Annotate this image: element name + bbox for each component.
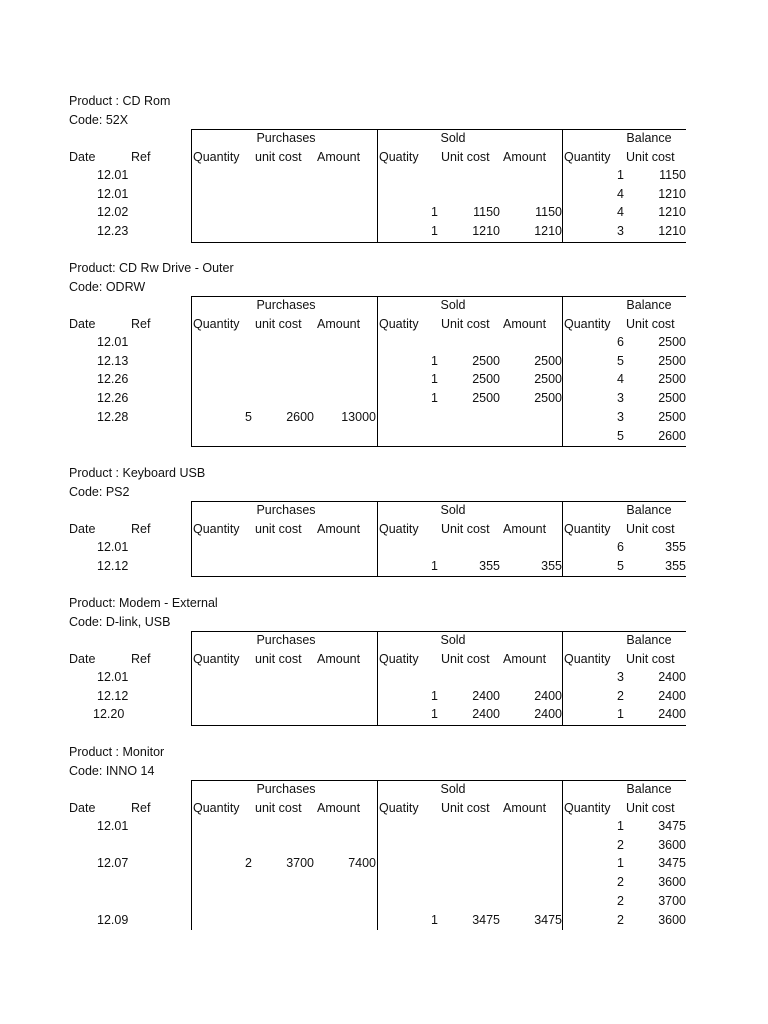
header-s_unit: Unit cost [441, 521, 490, 536]
table-row [0, 222, 768, 241]
cell-date: 12.01 [97, 186, 129, 201]
product-code: Code: PS2 [69, 484, 130, 499]
table-bottom-rule [191, 242, 686, 243]
cell-b_qty: 6 [617, 335, 624, 349]
header-b_qty: Quantity [564, 800, 611, 815]
header-balance: Balance [626, 298, 672, 312]
table-row [0, 668, 768, 687]
cell-date: 12.01 [97, 819, 129, 833]
header-balance: Balance [626, 503, 672, 517]
header-s_qty: Quatity [379, 316, 419, 331]
header-ref: Ref [131, 800, 151, 815]
cell-date: 12.01 [97, 540, 129, 554]
header-balance: Balance [626, 633, 672, 647]
table-bottom-rule [191, 576, 686, 577]
header-sold: Sold [440, 298, 466, 312]
cell-date: 12.07 [97, 856, 129, 871]
product-title: Product : Monitor [69, 745, 165, 759]
cell-s_qty: 1 [431, 353, 438, 368]
cell-b_unit: 1150 [659, 168, 686, 182]
header-b_qty: Quantity [564, 316, 611, 331]
header-purchases: Purchases [256, 782, 316, 796]
cell-b_unit: 355 [665, 558, 686, 573]
cell-b_unit: 3475 [658, 819, 686, 833]
header-s_amt: Amount [503, 316, 547, 331]
header-purchases: Purchases [256, 298, 316, 312]
header-ref: Ref [131, 651, 151, 666]
cell-b_unit: 2500 [658, 335, 686, 349]
cell-b_qty: 3 [617, 391, 624, 406]
cell-b_qty: 2 [617, 893, 624, 908]
cell-b_unit: 3600 [658, 837, 686, 852]
header-b_unit: Unit cost [626, 316, 675, 331]
cell-s_amt: 2400 [534, 688, 562, 703]
cell-date: 12.23 [97, 224, 129, 239]
cell-s_qty: 1 [431, 391, 438, 406]
table-row [0, 873, 768, 892]
cell-b_unit: 1210 [658, 186, 686, 201]
cell-s_unit: 355 [479, 558, 500, 573]
cell-s_amt: 2500 [534, 372, 562, 387]
table-row [0, 408, 768, 427]
header-s_unit: Unit cost [441, 800, 490, 815]
header-b_unit: Unit cost [626, 651, 675, 666]
header-p_amt: Amount [317, 521, 361, 536]
header-ref: Ref [131, 521, 151, 536]
header-p_qty: Quantity [193, 316, 240, 331]
table-row [0, 427, 768, 446]
header-balance: Balance [626, 782, 672, 796]
cell-s_qty: 1 [431, 912, 438, 927]
table-row [0, 389, 768, 408]
cell-s_qty: 1 [431, 558, 438, 573]
header-date: Date [69, 800, 96, 815]
table-row [0, 705, 768, 724]
table-bottom-rule [191, 446, 686, 447]
table-row [0, 538, 768, 557]
cell-date: 12.09 [97, 912, 129, 927]
header-ref: Ref [131, 149, 151, 164]
header-sold: Sold [440, 782, 466, 796]
header-purchases: Purchases [256, 503, 316, 517]
table-row [0, 854, 768, 873]
table-row [0, 166, 768, 185]
cell-s_amt: 2400 [534, 707, 562, 722]
header-p_unit: unit cost [255, 521, 302, 536]
cell-b_unit: 1210 [658, 205, 686, 220]
header-s_amt: Amount [503, 149, 547, 164]
header-p_amt: Amount [317, 651, 361, 666]
cell-b_unit: 3475 [658, 856, 686, 871]
cell-s_unit: 1150 [473, 205, 500, 220]
cell-s_qty: 1 [431, 205, 438, 220]
header-b_unit: Unit cost [626, 800, 675, 815]
cell-s_unit: 3475 [472, 912, 500, 927]
cell-b_qty: 4 [617, 186, 624, 201]
header-s_qty: Quatity [379, 149, 419, 164]
cell-b_qty: 3 [617, 670, 624, 684]
cell-date: 12.28 [97, 409, 129, 424]
header-s_amt: Amount [503, 651, 547, 666]
cell-b_qty: 2 [617, 912, 624, 927]
header-date: Date [69, 316, 96, 331]
header-s_unit: Unit cost [441, 149, 490, 164]
cell-b_qty: 2 [617, 875, 624, 890]
cell-b_unit: 355 [665, 540, 686, 554]
cell-date: 12.01 [97, 168, 129, 182]
cell-b_unit: 2400 [658, 707, 686, 722]
table-row [0, 687, 768, 706]
cell-p_amt: 13000 [341, 409, 376, 424]
header-sold: Sold [440, 503, 466, 517]
cell-date: 12.13 [97, 353, 129, 368]
header-p_qty: Quantity [193, 800, 240, 815]
cell-s_amt: 2500 [534, 391, 562, 406]
cell-s_unit: 2500 [472, 372, 500, 387]
header-p_qty: Quantity [193, 149, 240, 164]
cell-b_qty: 1 [617, 819, 624, 833]
header-p_unit: unit cost [255, 149, 302, 164]
header-p_qty: Quantity [193, 521, 240, 536]
table-row [0, 817, 768, 836]
header-s_unit: Unit cost [441, 316, 490, 331]
header-date: Date [69, 149, 96, 164]
cell-b_unit: 2500 [658, 409, 686, 424]
cell-p_amt: 7400 [348, 856, 376, 871]
cell-b_qty: 1 [617, 168, 624, 182]
cell-s_qty: 1 [431, 707, 438, 722]
table-row [0, 352, 768, 371]
header-p_amt: Amount [317, 149, 361, 164]
header-s_qty: Quatity [379, 800, 419, 815]
cell-b_qty: 5 [617, 558, 624, 573]
cell-s_unit: 2400 [472, 707, 500, 722]
cell-date: 12.12 [97, 558, 129, 573]
cell-p_unit: 3700 [286, 856, 314, 871]
table-row [0, 836, 768, 855]
header-date: Date [69, 651, 96, 666]
cell-b_unit: 2500 [658, 391, 686, 406]
header-p_amt: Amount [317, 800, 361, 815]
table-row [0, 911, 768, 930]
cell-p_qty: 2 [245, 856, 252, 871]
cell-date: 12.20 [93, 707, 125, 722]
cell-s_unit: 2500 [472, 353, 500, 368]
cell-s_amt: 355 [541, 558, 562, 573]
cell-date: 12.26 [97, 391, 129, 406]
cell-b_unit: 2400 [658, 670, 686, 684]
cell-b_unit: 3600 [658, 912, 686, 927]
product-code: Code: D-link, USB [69, 614, 171, 629]
cell-b_unit: 2400 [658, 688, 686, 703]
header-s_qty: Quatity [379, 651, 419, 666]
cell-date: 12.26 [97, 372, 129, 387]
header-p_qty: Quantity [193, 651, 240, 666]
cell-b_qty: 3 [617, 224, 624, 239]
header-p_amt: Amount [317, 316, 361, 331]
header-sold: Sold [440, 633, 466, 647]
cell-b_qty: 4 [617, 372, 624, 387]
table-row [0, 333, 768, 352]
table-row [0, 892, 768, 911]
product-title: Product: Modem - External [69, 596, 218, 610]
cell-date: 12.02 [97, 205, 129, 220]
header-p_unit: unit cost [255, 651, 302, 666]
product-title: Product : Keyboard USB [69, 466, 206, 480]
cell-s_amt: 1210 [534, 224, 562, 239]
header-s_amt: Amount [503, 800, 547, 815]
cell-s_qty: 1 [431, 224, 438, 239]
cell-b_qty: 5 [617, 353, 624, 368]
cell-b_qty: 4 [617, 205, 624, 220]
cell-date: 12.01 [97, 670, 129, 684]
header-b_qty: Quantity [564, 651, 611, 666]
cell-p_unit: 2600 [286, 409, 314, 424]
cell-date: 12.12 [97, 688, 129, 703]
header-b_unit: Unit cost [626, 521, 675, 536]
header-purchases: Purchases [256, 131, 316, 145]
header-s_qty: Quatity [379, 521, 419, 536]
cell-b_unit: 1210 [658, 224, 686, 239]
header-b_qty: Quantity [564, 149, 611, 164]
cell-date: 12.01 [97, 335, 129, 349]
cell-b_qty: 3 [617, 409, 624, 424]
product-code: Code: ODRW [69, 279, 146, 294]
cell-b_qty: 5 [617, 428, 624, 443]
header-ref: Ref [131, 316, 151, 331]
header-b_qty: Quantity [564, 521, 611, 536]
product-code: Code: INNO 14 [69, 763, 155, 778]
cell-b_qty: 6 [617, 540, 624, 554]
cell-b_qty: 2 [617, 837, 624, 852]
table-row [0, 557, 768, 576]
cell-s_amt: 3475 [534, 912, 562, 927]
product-title: Product : CD Rom [69, 94, 171, 108]
header-b_unit: Unit cost [626, 149, 675, 164]
cell-s_unit: 1210 [472, 224, 500, 239]
cell-p_qty: 5 [245, 409, 252, 424]
cell-b_unit: 2600 [658, 428, 686, 443]
table-bottom-rule [191, 725, 686, 726]
cell-b_qty: 2 [617, 688, 624, 703]
table-row [0, 203, 768, 222]
header-date: Date [69, 521, 96, 536]
cell-s_amt: 2500 [534, 353, 562, 368]
product-code: Code: 52X [69, 112, 129, 127]
cell-b_unit: 3600 [658, 875, 686, 890]
header-s_amt: Amount [503, 521, 547, 536]
cell-b_unit: 2500 [658, 372, 686, 387]
product-title: Product: CD Rw Drive - Outer [69, 261, 234, 275]
cell-s_qty: 1 [431, 688, 438, 703]
cell-s_qty: 1 [431, 372, 438, 387]
header-balance: Balance [626, 131, 672, 145]
cell-s_amt: 1150 [535, 205, 562, 220]
header-p_unit: unit cost [255, 316, 302, 331]
cell-b_unit: 2500 [658, 353, 686, 368]
table-row [0, 370, 768, 389]
header-purchases: Purchases [256, 633, 316, 647]
header-sold: Sold [440, 131, 466, 145]
header-s_unit: Unit cost [441, 651, 490, 666]
cell-b_qty: 1 [617, 707, 624, 722]
table-row [0, 185, 768, 204]
header-p_unit: unit cost [255, 800, 302, 815]
cell-b_unit: 3700 [658, 893, 686, 908]
cell-s_unit: 2500 [472, 391, 500, 406]
cell-s_unit: 2400 [472, 688, 500, 703]
cell-b_qty: 1 [617, 856, 624, 871]
